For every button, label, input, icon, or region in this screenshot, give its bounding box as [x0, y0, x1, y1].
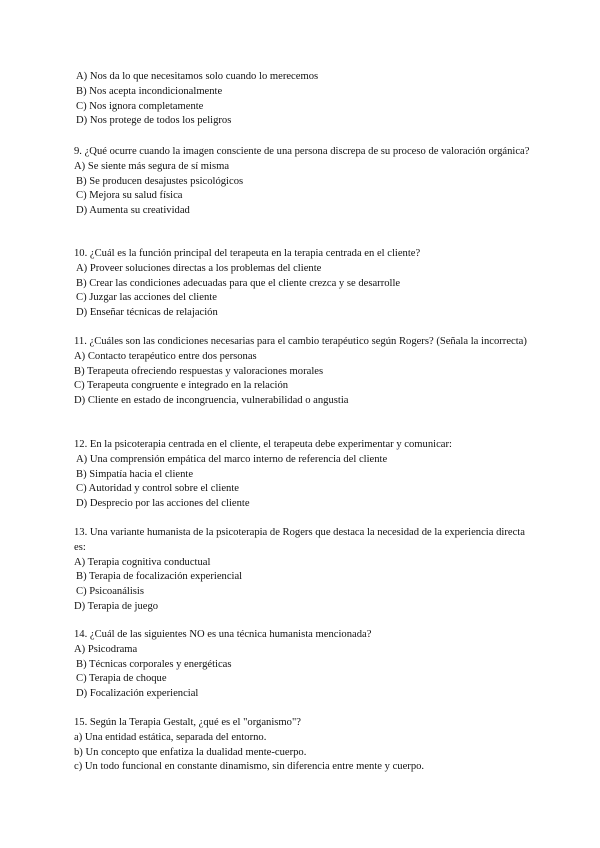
- question-12-block: [74, 438, 534, 512]
- question-8-option-b: B) Nos acepta incondicionalmente: [76, 85, 223, 97]
- question-9-option-a: A) Se siente más segura de sí misma: [74, 160, 230, 172]
- question-15-option-c: c) Un todo funcional en constante dinamismo, sin diferencia entre mente y cuerpo.: [74, 761, 425, 773]
- question-13-text: 13. Una variante humanista de la psicoterapia de Rogers que destaca la necesidad de la experiencia directa es:: [74, 527, 525, 553]
- question-8-option-d: D) Nos protege de todos los peligros: [76, 115, 232, 127]
- question-14-block: [74, 628, 534, 702]
- question-11-option-b: B) Terapeuta ofreciendo respuestas y valoraciones morales: [74, 365, 324, 377]
- question-12-option-b: B) Simpatía hacia el cliente: [76, 468, 194, 480]
- question-10-text: 10. ¿Cuál es la función principal del terapeuta en la terapia centrada en el cliente?: [74, 248, 421, 259]
- question-15-option-b: b) Un concepto que enfatiza la dualidad mente-cuerpo.: [74, 746, 307, 758]
- question-8-option-a: A) Nos da lo que necesitamos solo cuando lo merecemos: [76, 71, 319, 82]
- question-14-text: 14. ¿Cuál de las siguientes NO es una técnica humanista mencionada?: [74, 629, 372, 640]
- question-9-option-d: D) Aumenta su creatividad: [76, 205, 190, 217]
- question-14-option-a: A) Psicodrama: [74, 643, 138, 655]
- question-9-text: 9. ¿Qué ocurre cuando la imagen consciente de una persona discrepa de su proceso de valoración orgánica?: [74, 146, 530, 157]
- question-13-option-c: C) Psicoanálisis: [76, 586, 144, 598]
- question-10-option-b: B) Crear las condiciones adecuadas para que el cliente crezca y se desarrolle: [76, 277, 401, 289]
- question-11-option-a: A) Contacto terapéutico entre dos personas: [74, 350, 257, 362]
- question-11-option-d: D) Cliente en estado de incongruencia, vulnerabilidad o angustia: [74, 395, 349, 407]
- question-14-option-c: C) Terapia de choque: [76, 673, 167, 685]
- question-8-block: [74, 70, 534, 129]
- question-14-option-d: D) Focalización experiencial: [76, 688, 199, 700]
- question-15-block: [74, 716, 534, 775]
- question-15-text: 15. Según la Terapia Gestalt, ¿qué es el "organismo"?: [74, 717, 301, 728]
- question-9-option-c: C) Mejora su salud física: [76, 190, 183, 202]
- question-11-block: [74, 335, 534, 409]
- question-11-option-c: C) Terapeuta congruente e integrado en la relación: [74, 380, 289, 392]
- question-13-option-a: A) Terapia cognitiva conductual: [74, 556, 211, 568]
- question-13-option-b: B) Terapia de focalización experiencial: [76, 571, 243, 583]
- question-14-option-b: B) Técnicas corporales y energéticas: [76, 658, 232, 670]
- question-12-option-a: A) Una comprensión empática del marco interno de referencia del cliente: [76, 453, 388, 465]
- question-10-option-a: A) Proveer soluciones directas a los problemas del cliente: [76, 262, 322, 274]
- question-13-option-d: D) Terapia de juego: [74, 600, 159, 612]
- question-10-option-c: C) Juzgar las acciones del cliente: [76, 292, 217, 304]
- question-10-block: [74, 247, 534, 321]
- question-8-option-c: C) Nos ignora completamente: [76, 100, 204, 112]
- question-11-text: 11. ¿Cuáles son las condiciones necesarias para el cambio terapéutico según Rogers? (Señala la incorrecta): [74, 336, 527, 347]
- question-15-option-a: a) Una entidad estática, separada del entorno.: [74, 731, 267, 743]
- question-9-option-b: B) Se producen desajustes psicológicos: [76, 175, 244, 187]
- question-12-text: 12. En la psicoterapia centrada en el cliente, el terapeuta debe experimentar y comunicar:: [74, 439, 452, 450]
- question-12-option-c: C) Autoridad y control sobre el cliente: [76, 483, 239, 495]
- question-12-option-d: D) Desprecio por las acciones del cliente: [76, 498, 250, 510]
- question-9-block: [74, 145, 534, 219]
- question-10-option-d: D) Enseñar técnicas de relajación: [76, 307, 218, 319]
- question-13-block: [74, 526, 534, 615]
